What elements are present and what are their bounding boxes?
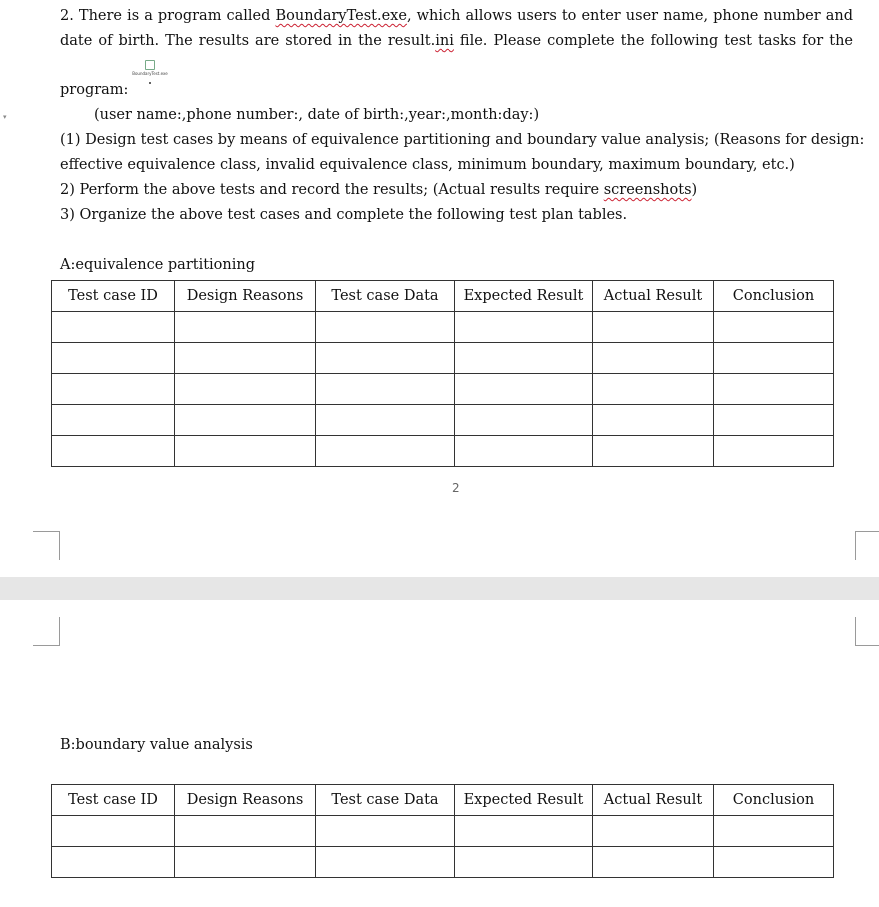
boundary-table — [51, 784, 834, 878]
table-cell[interactable] — [714, 405, 834, 436]
table-cell[interactable] — [316, 343, 455, 374]
table-cell[interactable] — [316, 816, 455, 847]
margin-corner-mark — [33, 531, 60, 560]
table-cell[interactable] — [316, 436, 455, 467]
header-design-reasons: Design Reasons — [175, 785, 316, 816]
table-cell[interactable] — [714, 312, 834, 343]
text-segment: file. Please complete the following test tasks for the — [453, 33, 853, 49]
table-cell[interactable] — [455, 847, 593, 878]
table-cell[interactable] — [455, 436, 593, 467]
table-cell[interactable] — [455, 343, 593, 374]
question-line-2 — [60, 33, 853, 49]
header-conclusion: Conclusion — [714, 785, 834, 816]
table-cell[interactable] — [52, 312, 175, 343]
table-cell[interactable] — [52, 405, 175, 436]
margin-corner-mark — [855, 617, 879, 646]
table-cell[interactable] — [175, 312, 316, 343]
header-test-case-id: Test case ID — [52, 281, 175, 312]
table-cell[interactable] — [455, 374, 593, 405]
table-row — [52, 847, 834, 878]
text-segment: 2) Perform the above tests and record the results; (Actual results require — [60, 182, 604, 198]
table-cell[interactable] — [593, 436, 714, 467]
table-cell[interactable] — [52, 343, 175, 374]
header-expected-result: Expected Result — [455, 785, 593, 816]
table-cell[interactable] — [52, 436, 175, 467]
table-cell[interactable] — [455, 312, 593, 343]
table-cell[interactable] — [714, 816, 834, 847]
table-cell[interactable] — [714, 847, 834, 878]
embedded-file-object[interactable] — [130, 60, 170, 76]
task-2-line — [60, 182, 697, 198]
equivalence-table — [51, 280, 834, 467]
table-cell[interactable] — [316, 374, 455, 405]
task-3-line: 3) Organize the above test cases and complete the following test plan tables. — [60, 207, 628, 223]
header-test-case-id: Test case ID — [52, 785, 175, 816]
table-row — [52, 405, 834, 436]
table-cell[interactable] — [316, 847, 455, 878]
program-name: BoundaryTest.exe — [275, 8, 407, 24]
task-1-line-2: effective equivalence class, invalid equivalence class, minimum boundary, maximum boundary, etc.) — [60, 157, 795, 173]
header-actual-result: Actual Result — [593, 785, 714, 816]
ini-word: ini — [435, 33, 454, 49]
table-cell[interactable] — [714, 343, 834, 374]
margin-corner-mark — [855, 531, 879, 560]
section-b-title: B:boundary value analysis — [60, 737, 253, 753]
screenshots-word: screenshots — [603, 182, 692, 198]
header-conclusion: Conclusion — [714, 281, 834, 312]
margin-corner-mark — [33, 617, 60, 646]
table-cell[interactable] — [52, 374, 175, 405]
text-segment: ) — [691, 182, 698, 198]
table-row — [52, 312, 834, 343]
header-test-case-data: Test case Data — [316, 281, 455, 312]
table-cell[interactable] — [175, 405, 316, 436]
table-cell[interactable] — [455, 405, 593, 436]
page-separator — [0, 577, 879, 600]
fields-line: (user name:,phone number:, date of birth:,year:,month:day:) — [94, 107, 540, 123]
header-test-case-data: Test case Data — [316, 785, 455, 816]
table-cell[interactable] — [52, 847, 175, 878]
table-cell[interactable] — [593, 405, 714, 436]
table-cell[interactable] — [175, 816, 316, 847]
table-cell[interactable] — [714, 374, 834, 405]
header-design-reasons: Design Reasons — [175, 281, 316, 312]
table-cell[interactable] — [593, 343, 714, 374]
section-a-title: A:equivalence partitioning — [60, 257, 256, 273]
header-actual-result: Actual Result — [593, 281, 714, 312]
table-cell[interactable] — [593, 816, 714, 847]
text-segment: , which allows users to enter user name, phone number and — [406, 8, 853, 24]
text-segment: date of birth. The results are stored in the result. — [60, 33, 436, 49]
table-cell[interactable] — [175, 374, 316, 405]
table-cell[interactable] — [175, 343, 316, 374]
table-header-row — [52, 281, 834, 312]
anchor-dot — [149, 82, 151, 84]
table-cell[interactable] — [593, 312, 714, 343]
text-segment: 2. There is a program called — [60, 8, 276, 24]
question-line-3: program: — [60, 82, 129, 98]
table-cell[interactable] — [316, 312, 455, 343]
table-cell[interactable] — [316, 405, 455, 436]
table-cell[interactable] — [455, 816, 593, 847]
table-row — [52, 436, 834, 467]
table-row — [52, 816, 834, 847]
table-cell[interactable] — [593, 374, 714, 405]
table-cell[interactable] — [593, 847, 714, 878]
table-header-row — [52, 785, 834, 816]
file-icon — [145, 60, 155, 70]
table-row — [52, 374, 834, 405]
document-page-bottom — [0, 600, 879, 907]
table-cell[interactable] — [175, 847, 316, 878]
question-line-1 — [60, 8, 853, 24]
task-1-line-1: (1) Design test cases by means of equivalence partitioning and boundary value analysis; (Reasons for design: — [60, 132, 865, 148]
table-row — [52, 343, 834, 374]
header-expected-result: Expected Result — [455, 281, 593, 312]
page-number: 2 — [452, 481, 460, 495]
table-cell[interactable] — [52, 816, 175, 847]
collapse-caret-icon[interactable]: ▾ — [3, 113, 7, 121]
table-cell[interactable] — [175, 436, 316, 467]
embedded-file-label: BoundaryTest.exe — [132, 71, 168, 76]
table-cell[interactable] — [714, 436, 834, 467]
